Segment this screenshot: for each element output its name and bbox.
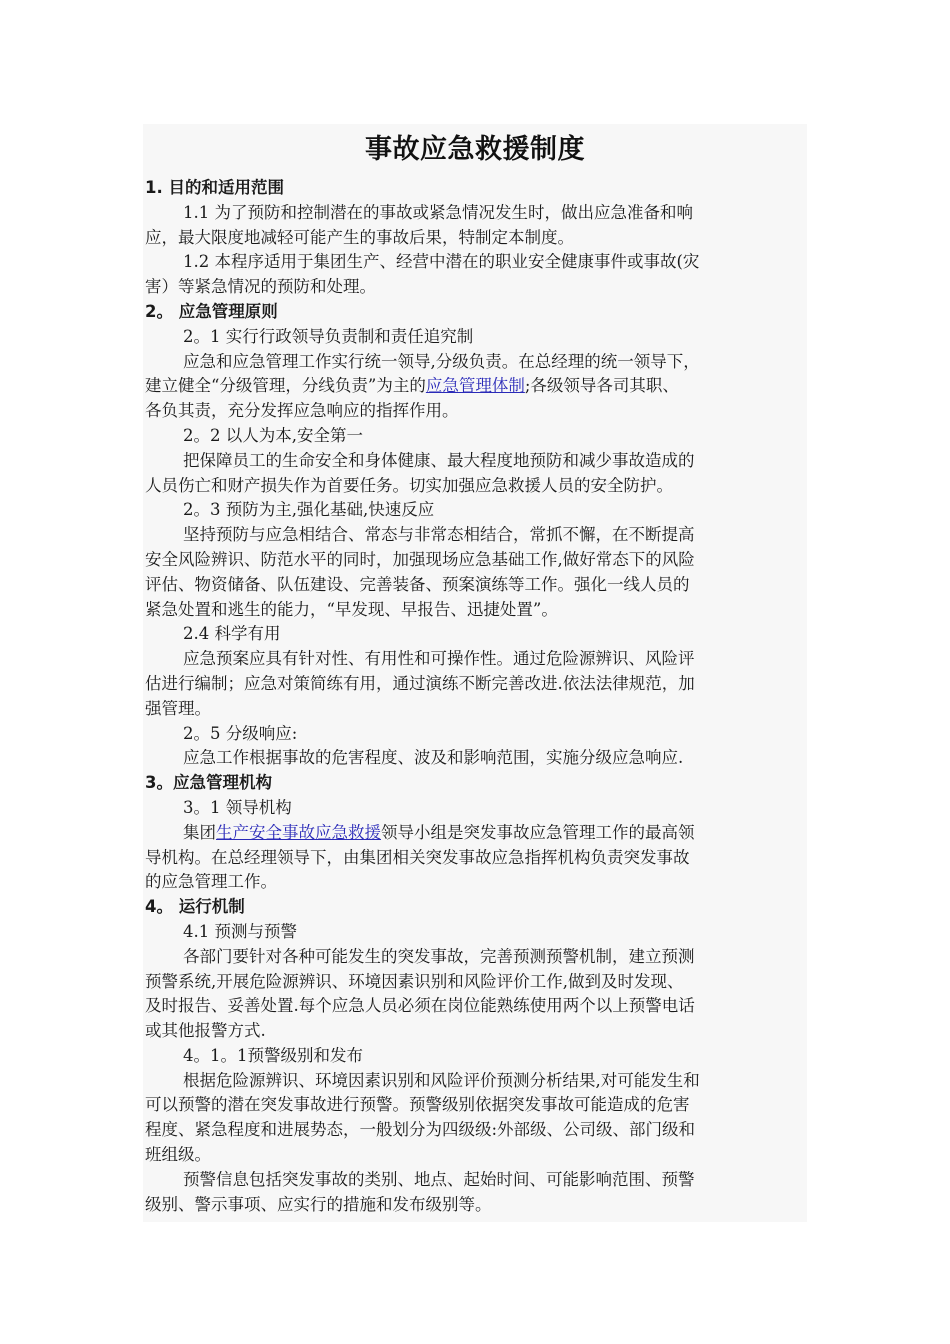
paragraph-line: 强管理。 (145, 698, 211, 718)
paragraph-line (145, 374, 805, 399)
paragraph-line: 或其他报警方式. (145, 1021, 266, 1041)
paragraph-line: 应急和应急管理工作实行统一领导,分级负责。在总经理的统一领导下， (183, 351, 700, 371)
document-content (145, 124, 805, 1217)
document-page (143, 124, 807, 1222)
paragraph-line: 估进行编制；应急对策简练有用，通过演练不断完善改进.依法法律规范，加 (145, 673, 695, 693)
paragraph-line: 的应急管理工作。 (145, 872, 277, 892)
paragraph-line: 根据危险源辨识、环境因素识别和风险评价预测分析结果,对可能发生和 (183, 1070, 700, 1090)
paragraph-line: 预警信息包括突发事故的类别、地点、起始时间、可能影响范围、预警 (183, 1169, 695, 1189)
document-title: 事故应急救援制度 (365, 134, 585, 165)
paragraph-text: 建立健全“分级管理，分线负责”为主的 (145, 376, 426, 396)
paragraph-line: 人员伤亡和财产损失作为首要任务。切实加强应急救援人员的安全防护。 (145, 475, 673, 495)
paragraph-line: 应急预案应具有针对性、有用性和可操作性。通过危险源辨识、风险评 (183, 649, 695, 669)
paragraph-line: 各部门要针对各种可能发生的突发事故，完善预测预警机制，建立预测 (183, 946, 695, 966)
paragraph-line: 3。1 领导机构 (183, 797, 292, 817)
paragraph-text: ;各级领导各司其职、 (524, 376, 679, 396)
paragraph-line: 可以预警的潜在突发事故进行预警。预警级别依据突发事故可能造成的危害 (145, 1095, 690, 1115)
paragraph-line: 评估、物资储备、队伍建设、完善装备、预案演练等工作。强化一线人员的 (145, 574, 690, 594)
paragraph-line: 2。1 实行行政领导负责制和责任追究制 (183, 326, 474, 346)
paragraph-line: 级别、警示事项、应实行的措施和发布级别等。 (145, 1194, 492, 1214)
paragraph-line: 班组级。 (145, 1145, 211, 1165)
paragraph-line: 安全风险辨识、防范水平的同时，加强现场应急基础工作,做好常态下的风险 (145, 549, 695, 569)
paragraph-line: 应，最大限度地减轻可能产生的事故后果，特制定本制度。 (145, 227, 574, 247)
section-heading: 3。应急管理机构 (145, 773, 272, 793)
paragraph-line: 坚持预防与应急相结合、常态与非常态相结合，常抓不懈，在不断提高 (183, 525, 695, 545)
paragraph-line (145, 821, 805, 846)
paragraph-line: 及时报告、妥善处置.每个应急人员必须在岗位能熟练使用两个以上预警电话 (145, 996, 695, 1016)
paragraph-text: 领导小组是突发事故应急管理工作的最高领 (381, 822, 695, 842)
paragraph-line: 把保障员工的生命安全和身体健康、最大程度地预防和减少事故造成的 (183, 450, 695, 470)
paragraph-line: 4.1 预测与预警 (183, 921, 297, 941)
paragraph-line: 应急工作根据事故的危害程度、波及和影响范围，实施分级应急响应. (183, 748, 684, 768)
paragraph-line: 导机构。在总经理领导下，由集团相关突发事故应急指挥机构负责突发事故 (145, 847, 690, 867)
hyperlink[interactable]: 应急管理体制 (425, 376, 525, 396)
hyperlink[interactable]: 生产安全事故应急救援 (216, 822, 381, 842)
paragraph-line: 1.1 为了预防和控制潜在的事故或紧急情况发生时，做出应急准备和响 (183, 202, 693, 222)
paragraph-line: 预警系统,开展危险源辨识、环境因素识别和风险评价工作,做到及时发现、 (145, 971, 684, 991)
paragraph-text: 集团 (183, 822, 216, 842)
paragraph-line: 4。1。1预警级别和发布 (183, 1045, 363, 1065)
paragraph-line: 各负其责，充分发挥应急响应的指挥作用。 (145, 401, 459, 421)
section-heading: 4。 运行机制 (145, 897, 245, 917)
paragraph-line: 2。3 预防为主,强化基础,快速反应 (183, 500, 435, 520)
paragraph-line: 紧急处置和逃生的能力，“早发现、早报告、迅捷处置”。 (145, 599, 558, 619)
paragraph-line: 1.2 本程序适用于集团生产、经营中潜在的职业安全健康事件或事故(灾 (183, 252, 700, 272)
paragraph-line: 2。2 以人为本,安全第一 (183, 425, 363, 445)
section-heading: 2。 应急管理原则 (145, 301, 278, 321)
section-heading: 1. 目的和适用范围 (145, 178, 284, 197)
paragraph-line: 害）等紧急情况的预防和处理。 (145, 277, 376, 297)
paragraph-line: 2.4 科学有用 (183, 624, 281, 644)
paragraph-line: 2。5 分级响应: (183, 723, 298, 743)
paragraph-line: 程度、紧急程度和进展势态，一般划分为四级级:外部级、公司级、部门级和 (145, 1120, 696, 1140)
